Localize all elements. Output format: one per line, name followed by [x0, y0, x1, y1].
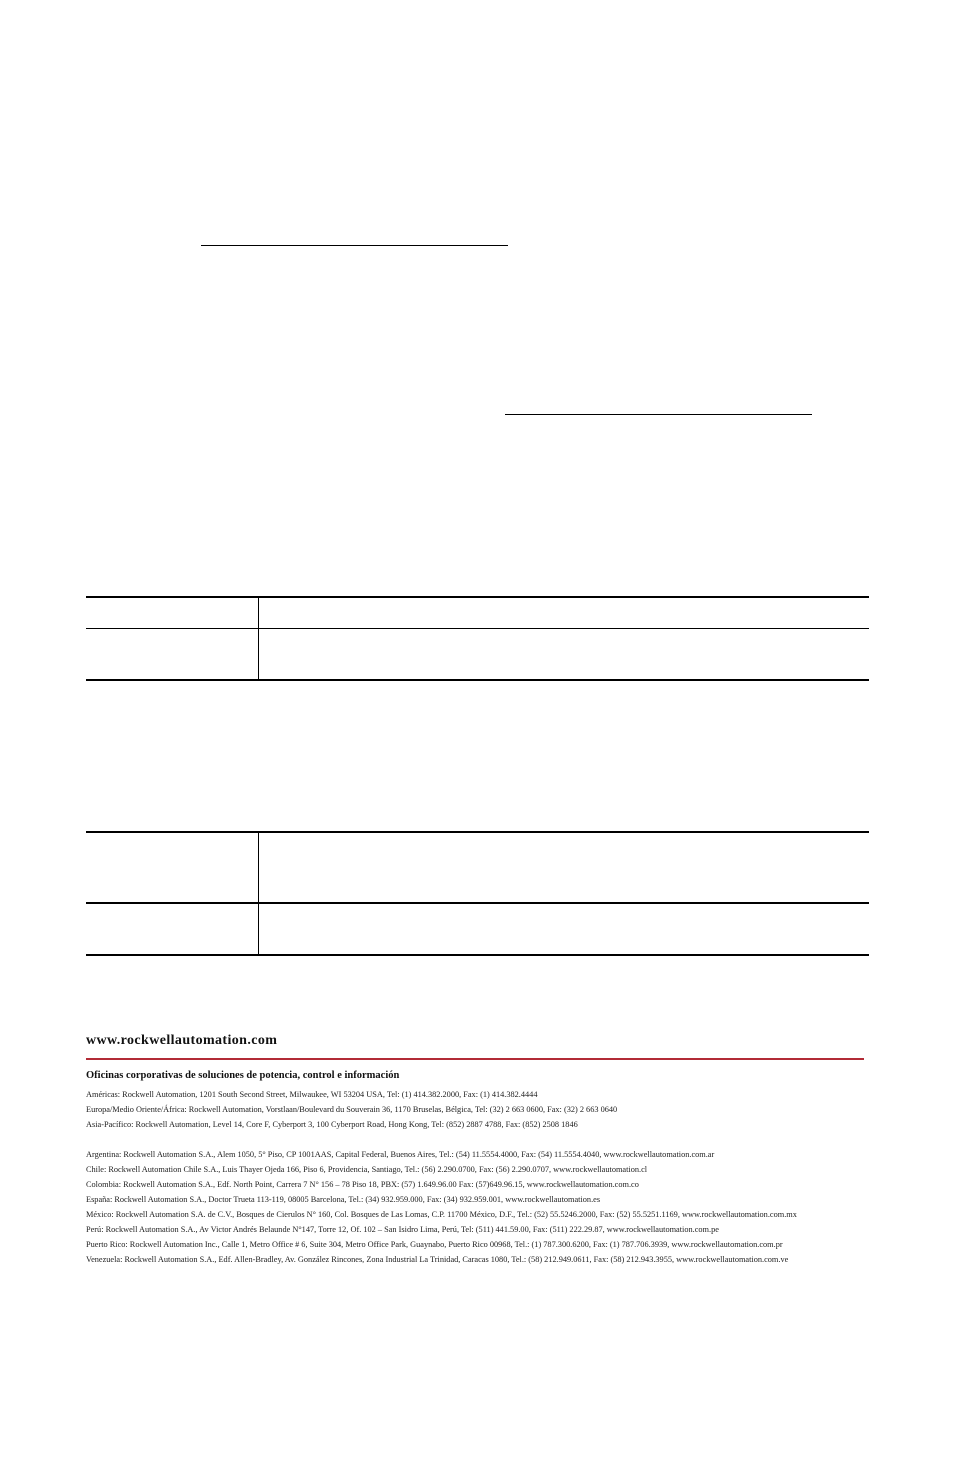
office-argentina: Argentina: Rockwell Automation S.A., Alem 1050, 5° Piso, CP 1001AAS, Capital Federal, Buenos Aires, Tel.: (54) 11.5554.4000, Fax: (54) 11.5554.4040, www.rockwellautomation.com.ar [86, 1150, 715, 1159]
office-americas: Américas: Rockwell Automation, 1201 South Second Street, Milwaukee, WI 53204 USA, Tel: (1) 414.382.2000, Fax: (1) 414.382.4444 [86, 1090, 538, 1099]
table-2-top-border [86, 831, 869, 833]
table-2-column-divider [258, 832, 259, 955]
table-1-row-divider [86, 628, 869, 629]
table-1-top-border [86, 596, 869, 598]
office-chile: Chile: Rockwell Automation Chile S.A., Luis Thayer Ojeda 166, Piso 6, Providencia, Santiago, Tel.: (56) 2.290.0700, Fax: (56) 2.290.0707, www.rockwellautomation.cl [86, 1165, 648, 1174]
office-peru: Perú: Rockwell Automation S.A., Av Victor Andrés Belaunde N°147, Torre 12, Of. 102 – San Isidro Lima, Perú, Tel: (511) 441.59.00, Fax: (511) 222.29.87, www.rockwellautomation.com.pe [86, 1225, 719, 1234]
table-2-row-divider [86, 902, 869, 904]
underline-rule-2 [505, 414, 812, 415]
website-link[interactable]: www.rockwellautomation.com [86, 1033, 278, 1048]
footer-red-rule [86, 1058, 864, 1060]
table-2-bottom-border [86, 954, 869, 956]
table-1-column-divider [258, 597, 259, 680]
table-1-bottom-border [86, 679, 869, 681]
office-mexico: México: Rockwell Automation S.A. de C.V., Bosques de Cierulos N° 160, Col. Bosques de Las Lomas, C.P. 11700 México, D.F., Tel.: (52) 55.5246.2000, Fax: (52) 55.5251.1169, www.rockwellautomation.com.mx [86, 1210, 797, 1219]
offices-title: Oficinas corporativas de soluciones de potencia, control e información [86, 1070, 400, 1081]
office-emea: Europa/Medio Oriente/África: Rockwell Automation, Vorstlaan/Boulevard du Souverain 36, 1170 Bruselas, Bélgica, Tel: (32) 2 663 0600, Fax: (32) 2 663 0640 [86, 1105, 618, 1114]
office-venezuela: Venezuela: Rockwell Automation S.A., Edf. Allen-Bradley, Av. González Rincones, Zona Industrial La Trinidad, Caracas 1080, Tel.: (58) 212.949.0611, Fax: (58) 212.943.3955, www.rockwellautomation.com.ve [86, 1255, 789, 1264]
office-espana: España: Rockwell Automation S.A., Doctor Trueta 113-119, 08005 Barcelona, Tel.: (34) 932.959.000, Fax: (34) 932.959.001, www.rockwellautomation.es [86, 1195, 601, 1204]
office-puerto-rico: Puerto Rico: Rockwell Automation Inc., Calle 1, Metro Office # 6, Suite 304, Metro Office Park, Guaynabo, Puerto Rico 00968, Tel.: (1) 787.300.6200, Fax: (1) 787.706.3939, www.rockwellautomation.com.pr [86, 1240, 783, 1249]
office-colombia: Colombia: Rockwell Automation S.A., Edf. North Point, Carrera 7 N° 156 – 78 Piso 18, PBX: (57) 1.649.96.00 Fax: (57)649.96.15, www.rockwellautomation.com.co [86, 1180, 639, 1189]
underline-rule-1 [201, 245, 508, 246]
office-asia-pacific: Asia-Pacífico: Rockwell Automation, Level 14, Core F, Cyberport 3, 100 Cyberport Road, Hong Kong, Tel: (852) 2887 4788, Fax: (852) 2508 1846 [86, 1120, 578, 1129]
